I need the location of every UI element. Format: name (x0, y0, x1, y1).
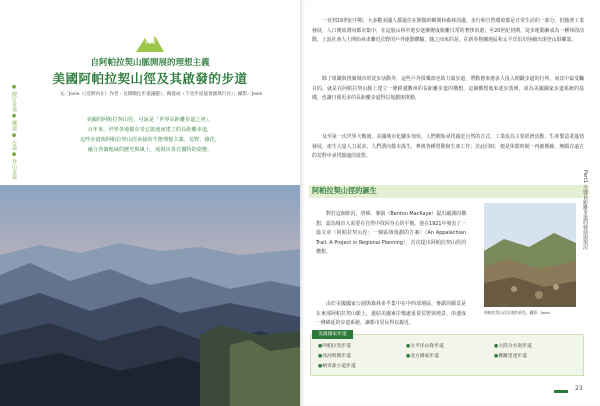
byline: 文／Josie（《荒野內在》作者・長期關注步道議題）、陶從成（千里步道協會副執行長）；攝影／Josie (59, 92, 263, 97)
trail-name: 阿帕拉契步道 (322, 344, 351, 349)
trail-item (318, 342, 351, 349)
trail-name: 冰河時期步道 (322, 354, 351, 359)
trail-item (318, 352, 351, 359)
trail-name: 大陸分水嶺步道 (498, 344, 532, 349)
category-tags: ● 健行步道 ● 鐵道 ● 古道 ● 登山步道 (11, 84, 17, 180)
footer-decoration (554, 390, 568, 393)
trail-item (406, 342, 444, 349)
trail-item (494, 342, 532, 349)
body-paragraph: 及至第一次世界大戰後，美國城市化腳步加快，人們開始尋找親近自然的方式，工業成為主要經濟活動，生產製造業蓬勃發展，產生大量人力需求，人們湧向都市謀生，參與各種勞動與生產工作；於此同時，便是休閒時間一再被壓縮，無暇在遠方的荒野中尋找靜謐的遊憩。 (312, 134, 584, 160)
section-title: 阿帕拉契山徑的誕生 (312, 186, 377, 195)
article-title: 美國阿帕拉契山徑及其啟發的步道 (52, 71, 248, 86)
body-paragraph: 除了組織與推廣城市的徒步活動外，這些戶外俱樂部也致力築步道，帶動愈來愈多人投入開闢步道的行列，而其中最受矚目的，就是在阿帕拉契山脈上建立一條跨越數州的長距離步道的構想。這個構想後來逐步落實，成為美國國家步道系統的基礎，也讓日後更多的長距離步道得以規劃與推動。 (312, 76, 584, 102)
column-paragraph: 對於這個狀況，班頓．麥凱（Benton MacKaye）提出嚴謹的構想，認為城市人需要在自然中找回身心的平衡。他在1921年發表了一篇文章〈阿帕拉契山徑：一個區域規劃的方案〉（An Appalachian Trail: A Project in Regional Planning），首次提出阿帕拉契山徑的構想。 (316, 211, 466, 255)
photo-caption: 阿帕拉契山徑沿途的景色。攝影／Josie (484, 310, 550, 315)
page-number: 23 (575, 385, 583, 392)
trail-name: 太平洋山脊步道 (410, 344, 444, 349)
lede-line: 美國的阿帕拉契山徑，可說是「世界長距離步道之祖」， (86, 117, 214, 123)
section-badge (136, 28, 164, 52)
bullet-icon: ● (406, 354, 411, 359)
badge-label: 美國 (144, 39, 155, 45)
trail-name: 佛羅里達步道 (498, 354, 527, 359)
trail-list-box (310, 334, 584, 376)
article-subtitle: 自阿帕拉契山脈開展的理想主義 (90, 58, 210, 68)
mountain-landscape-photo (0, 185, 300, 406)
trail-name: 北方國家步道 (410, 354, 439, 359)
bullet-icon: ● (406, 344, 411, 349)
bullet-icon: ● (318, 354, 323, 359)
bullet-icon: ● (318, 344, 323, 349)
body-paragraph: 一直到19世紀中期，大多數美國人都還住在開闊的鄉間和森林周邊，步行和自然環境都是日常生活的一部分。但隨著工業發展，人口開始湧向都市集中，在這股山林中遊步逐漸變成脫離日常的奢侈消遣；至20世紀初期，徒步運動漸成為一種休閒活動，上流社會人士開始尋求離近荒野的戶外運動體驗，隨之而來的是，在新英格蘭地區和太平洋沿岸陸續出現登山俱樂部。 (312, 18, 584, 44)
trail-item (406, 352, 439, 359)
bullet-icon: ● (494, 354, 499, 359)
bullet-icon: ● (494, 344, 499, 349)
running-header: Part1 全球長距離步道的發展與現況 (582, 170, 588, 250)
bullet-icon: ● (318, 364, 323, 369)
article-lede (60, 115, 240, 155)
trail-photo (484, 203, 576, 307)
lede-line: 百年來，世界各地都有受它啟迪而建立的長距離步道， (87, 127, 213, 133)
trail-item (318, 362, 356, 369)
column-paragraph: 由於美國國家公園與森林多半集中在中西部地區，麥凱的願景是在東部阿帕拉契山脈上，連結美國東岸幾處重要荒野與地景，串連成一條綿延的步道系統，讓都市居民得以親近。 (316, 301, 466, 326)
trail-item (494, 352, 527, 359)
lede-line: 融合各個地域的歷史與風土，展現出各自獨特的姿態。 (87, 147, 213, 153)
lede-line: 這些步道與阿帕拉契山徑承接的生態理想主義、荒野、綠化， (79, 137, 221, 143)
trail-name: 納奇茲小道步道 (322, 364, 356, 369)
trail-list-title: 美國國家步道 (312, 330, 353, 339)
